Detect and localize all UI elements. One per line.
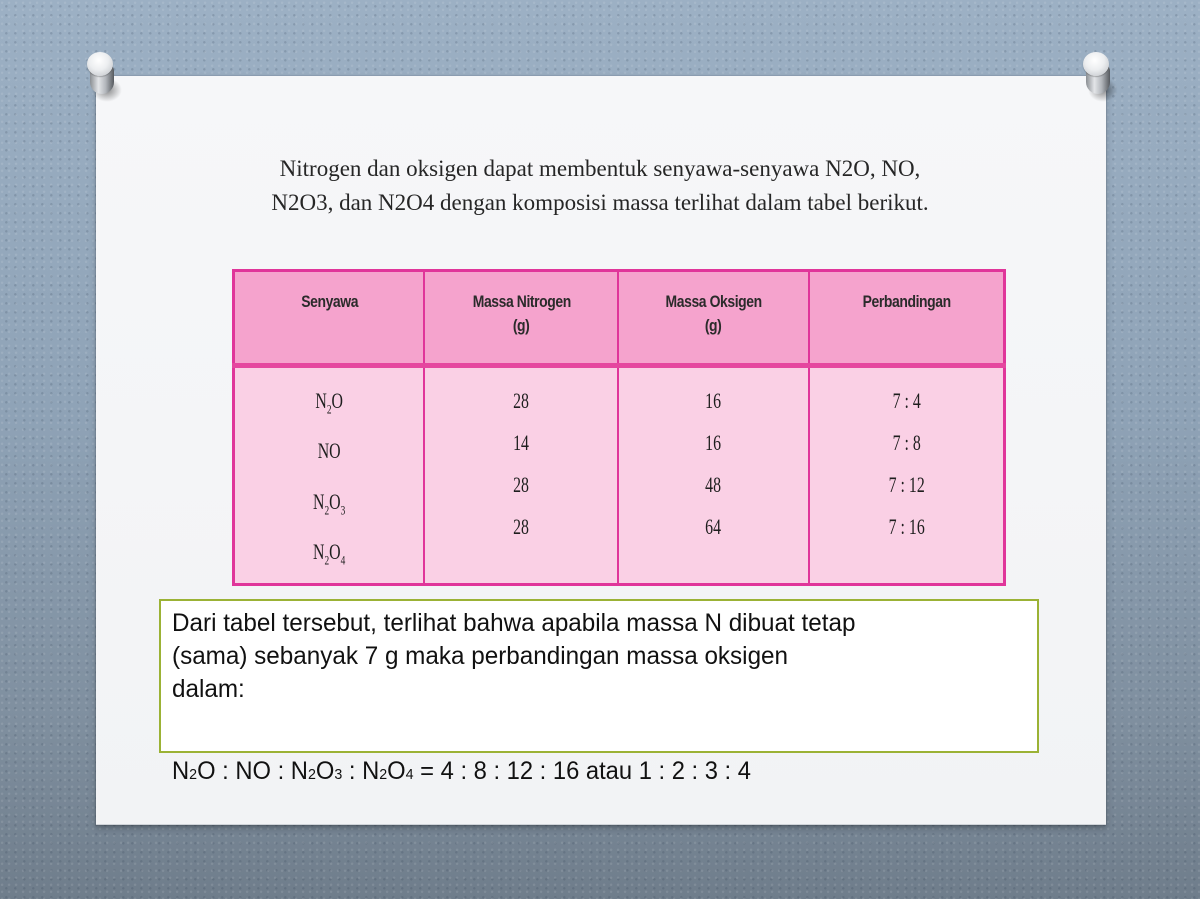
oxygen-mass-cell: 16 [705, 388, 722, 413]
table-body-row [234, 366, 1005, 585]
ratio-cell: 7 : 16 [888, 514, 925, 539]
nitrogen-mass-cell: 28 [513, 472, 530, 497]
header-massa-oksigen: Massa Oksigen (g) [618, 271, 808, 366]
header-senyawa: Senyawa [234, 271, 425, 366]
header-massa-nitrogen: Massa Nitrogen (g) [424, 271, 618, 366]
header-perbandingan: Perbandingan [809, 271, 1005, 366]
note-line: (sama) sebanyak 7 g maka perbandingan massa oksigen [172, 642, 789, 670]
compound-no: NO [317, 438, 341, 464]
note-line: dalam: [172, 675, 245, 703]
compound-n2o4: $N_2O_4$ [313, 539, 346, 568]
note-paragraph [172, 607, 1016, 706]
pushpin-icon [84, 52, 118, 104]
nitrogen-mass-cell: 14 [513, 430, 530, 455]
oxygen-mass-cell: 48 [705, 472, 722, 497]
ratio-column [809, 366, 1005, 585]
compound-column [234, 366, 425, 585]
oxygen-mass-column [618, 366, 808, 585]
pushpin-icon [1080, 52, 1114, 104]
intro-line: Nitrogen dan oksigen dapat membentuk senyawa-senyawa N2O, NO, [279, 156, 921, 181]
nitrogen-mass-column [424, 366, 618, 585]
note-line: Dari tabel tersebut, terlihat bahwa apabila massa N dibuat tetap [172, 609, 856, 637]
compound-n2o: $N_2O$ [315, 388, 343, 417]
nitrogen-mass-cell: 28 [513, 388, 530, 413]
ratio-cell: 7 : 12 [888, 472, 925, 497]
table-header-row [234, 271, 1005, 366]
composition-table [232, 269, 1006, 586]
nitrogen-mass-cell: 28 [513, 514, 530, 539]
ratio-cell: 7 : 4 [892, 388, 921, 413]
conclusion-ratio: N2O : NO : N2O3 : N2O4 = 4 : 8 : 12 : 16 atau 1 : 2 : 3 : 4 [172, 757, 751, 785]
oxygen-mass-cell: 64 [705, 514, 722, 539]
intro-line: N2O3, dan N2O4 dengan komposisi massa terlihat dalam tabel berikut. [271, 190, 929, 215]
oxygen-mass-cell: 16 [705, 430, 722, 455]
compound-n2o3: $N_2O_3$ [313, 488, 346, 518]
ratio-cell: 7 : 8 [892, 430, 921, 455]
intro-paragraph [160, 152, 1040, 220]
